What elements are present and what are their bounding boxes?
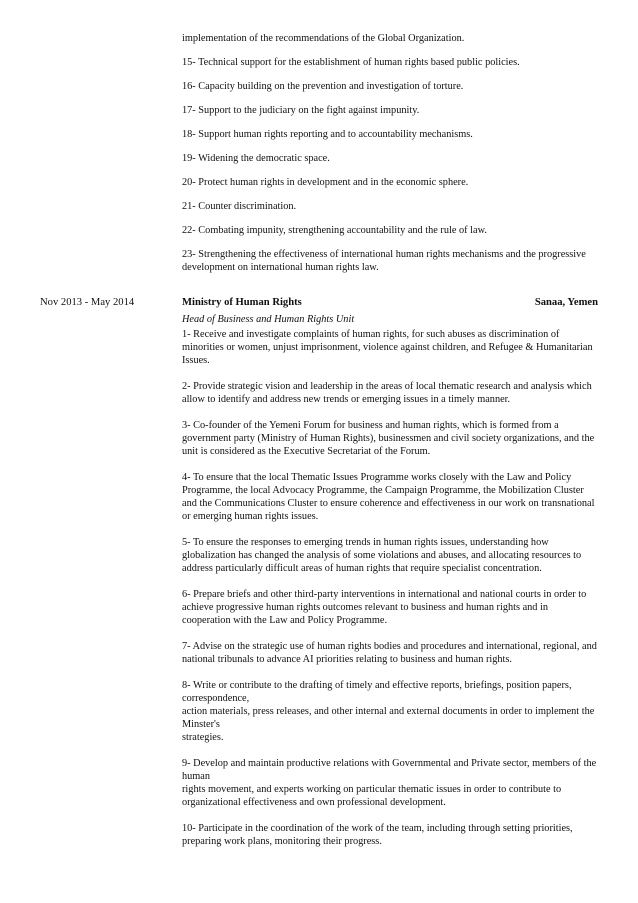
duty-item: 18- Support human rights reporting and to accountability mechanisms. (182, 129, 473, 140)
duty-item: 9- Develop and maintain productive relations with Governmental and Private sector, members of the human rights movement, and experts working on particular thematic issues in order to contribute to organizational effectiveness and own professional development. (182, 758, 597, 808)
duty-item: 1- Receive and investigate complaints of human rights, for such abuses as discrimination of minorities or women, unjust imprisonment, violence against children, and Refugee & Humanitarian Issues. (182, 329, 593, 366)
duty-item: 16- Capacity building on the prevention and investigation of torture. (182, 81, 464, 92)
duty-item: 6- Prepare briefs and other third-party interventions in international and national courts in order to achieve progressive human rights outcomes relevant to business and human rights and in cooperation with the Law and Policy Programme. (182, 589, 587, 626)
duty-item: 7- Advise on the strategic use of human rights bodies and procedures and international, regional, and national tribunals to advance AI priorities relating to business and human rights. (182, 641, 597, 665)
duty-item: 8- Write or contribute to the drafting of timely and effective reports, briefings, position papers, correspondence, action materials, press releases, and other internal and external documents in order to implement the Minster's strategies. (182, 680, 595, 743)
job-duties (182, 328, 598, 861)
job-title: Head of Business and Human Rights Unit (182, 314, 355, 325)
job-dates: Nov 2013 - May 2014 (40, 297, 135, 308)
job-header (182, 297, 598, 308)
duty-item: 17- Support to the judiciary on the fight against impunity. (182, 105, 420, 116)
job-location: Sanaa, Yemen (534, 297, 598, 308)
duty-item: 19- Widening the democratic space. (182, 153, 330, 164)
duty-item: 4- To ensure that the local Thematic Issues Programme works closely with the Law and Policy Programme, the local Advocacy Programme, the Campaign Programme, the Mobilization Cluster and the Communications Cluster to ensure coherence and effectiveness in our work on transnational or emerging human rights issues. (182, 472, 595, 522)
duty-item: 3- Co-founder of the Yemeni Forum for business and human rights, which is formed from a government party (Ministry of Human Rights), businessmen and civil society organizations, and the unit is considered as the Executive Secretariat of the Forum. (182, 420, 595, 457)
duty-item: 5- To ensure the responses to emerging trends in human rights issues, understanding how globalization has changed the analysis of some violations and abuses, and allocating resources to address particularly difficult areas of human rights that require specialist concentration. (182, 537, 582, 574)
duty-item: 20- Protect human rights in development and in the economic sphere. (182, 177, 469, 188)
previous-role-duties (182, 32, 598, 285)
duty-item: 23- Strengthening the effectiveness of international human rights mechanisms and the progressive development on international human rights law. (182, 249, 586, 273)
duty-item: implementation of the recommendations of the Global Organization. (182, 33, 465, 44)
duty-item: 22- Combating impunity, strengthening accountability and the rule of law. (182, 225, 487, 236)
duty-item: 10- Participate in the coordination of the work of the team, including through setting priorities, preparing work plans, monitoring their progress. (182, 823, 573, 847)
duty-item: 21- Counter discrimination. (182, 201, 297, 212)
duty-item: 15- Technical support for the establishment of human rights based public policies. (182, 57, 520, 68)
duty-item: 2- Provide strategic vision and leadership in the areas of local thematic research and analysis which allow to identify and address new trends or emerging issues in a timely manner. (182, 381, 592, 405)
organization-name: Ministry of Human Rights (182, 297, 302, 308)
